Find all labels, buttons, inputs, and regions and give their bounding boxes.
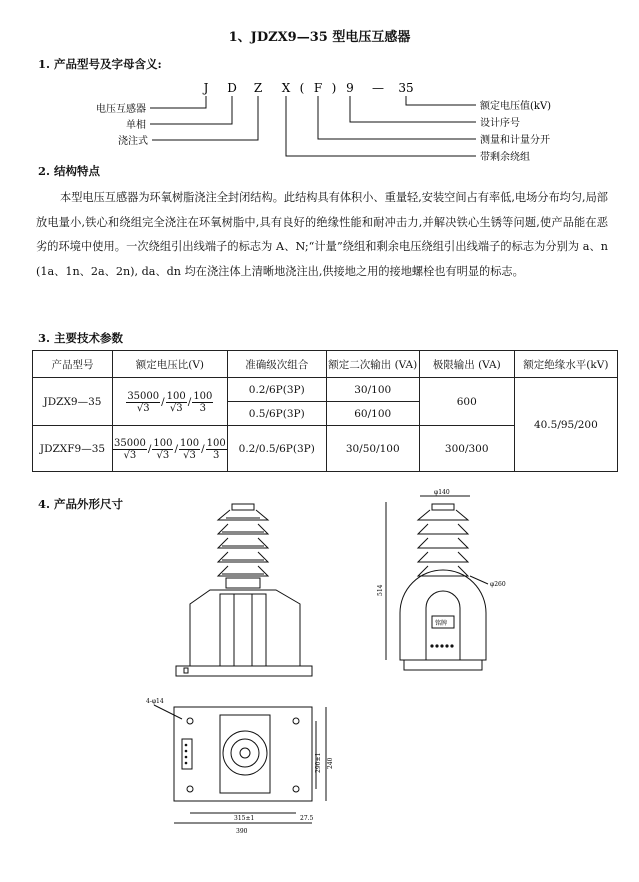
- section-heading-model: 1. 产品型号及字母含义:: [38, 57, 162, 71]
- col-header: 产品型号: [33, 351, 113, 378]
- cell-limit: 600: [419, 378, 514, 426]
- ratio-sep: /: [174, 443, 178, 455]
- model-letter: D: [227, 81, 237, 95]
- dim-390: 390: [236, 828, 248, 835]
- dim-height: 514: [377, 584, 384, 596]
- cell-insulation: 40.5/95/200: [514, 378, 617, 472]
- side-view-drawing: [370, 488, 530, 678]
- section-heading-params: 3. 主要技术参数: [38, 331, 124, 345]
- col-header: 准确级次组合: [227, 351, 326, 378]
- ratio-sep: /: [201, 443, 205, 455]
- model-letter: 9: [346, 81, 354, 95]
- label-measure-meter: 测量和计量分开: [480, 135, 550, 146]
- ratio-fraction: $\frac{100}{√3}$: [153, 437, 173, 461]
- cell-ratio: [113, 378, 228, 426]
- model-letter: X: [281, 81, 291, 95]
- model-letter: (: [299, 81, 305, 95]
- cell-accuracy: 0.5/6P(3P): [227, 402, 326, 426]
- cell-model: JDZXF9—35: [33, 426, 113, 472]
- col-header: 额定二次输出 (VA): [326, 351, 419, 378]
- dim-top-width: φ140: [434, 489, 450, 496]
- dim-290: 290±1: [315, 752, 322, 773]
- dim-315: 315±1: [234, 815, 255, 822]
- dim-27-5: 27.5: [300, 815, 314, 822]
- model-letter: Z: [253, 81, 263, 95]
- cell-output: 30/100: [326, 378, 419, 402]
- cell-accuracy: 0.2/0.5/6P(3P): [227, 426, 326, 472]
- top-view-drawing: [140, 695, 340, 845]
- ratio-fraction: $\frac{100}{√3}$: [180, 437, 200, 461]
- label-rated-voltage: 额定电压值(kV): [480, 101, 552, 112]
- label-cast: 浇注式: [118, 136, 148, 147]
- col-header: 额定电压比(V): [113, 351, 228, 378]
- cell-model: JDZX9—35: [33, 378, 113, 426]
- cell-output: 60/100: [326, 402, 419, 426]
- spec-table: [32, 350, 618, 472]
- ratio-fraction: $\frac{35000}{√3}$: [114, 437, 146, 461]
- col-header: 极限输出 (VA): [419, 351, 514, 378]
- ratio-fraction: $\frac{100}{√3}$: [166, 390, 186, 414]
- ratio-fraction: $\frac{100}{3}$: [193, 390, 213, 414]
- page-title: 1、JDZX9—35 型电压互感器: [228, 30, 411, 45]
- model-letter: J: [203, 81, 209, 95]
- ratio-sep: /: [161, 396, 165, 408]
- section-heading-structure: 2. 结构特点: [38, 164, 101, 178]
- dim-circle: φ260: [490, 581, 506, 588]
- model-code-diagram: [0, 72, 639, 172]
- section-heading-dimensions: 4. 产品外形尺寸: [38, 497, 124, 511]
- nameplate-label: 铭牌: [435, 620, 448, 627]
- col-header: 额定绝缘水平(kV): [514, 351, 617, 378]
- ratio-sep: /: [147, 443, 152, 455]
- model-letter: ): [331, 81, 337, 95]
- dim-240: 240: [327, 757, 334, 769]
- front-view-drawing: [170, 500, 320, 680]
- label-design-no: 设计序号: [480, 118, 520, 129]
- model-letter: 35: [398, 81, 414, 95]
- cell-output: 30/50/100: [326, 426, 419, 472]
- label-residual-winding: 带剩余绕组: [480, 152, 530, 163]
- ratio-fraction: $\frac{35000}{√3}$: [127, 390, 160, 414]
- model-letter: F: [313, 81, 323, 95]
- cell-ratio: [113, 426, 228, 472]
- label-voltage-transformer: 电压互感器: [96, 104, 146, 115]
- cell-limit: 300/300: [419, 426, 514, 472]
- label-single-phase: 单相: [126, 120, 146, 131]
- structure-paragraph: 本型电压互感器为环氧树脂浇注全封闭结构。此结构具有体积小、重量轻,安装空间占有率低,电场分布均匀,局部放电量小,铁心和绕组完全浇注在环氧树脂中,具有良好的绝缘性能和耐冲击力,并解决铁心生锈等问题,使产品能在恶劣的环境中使用。一次绕组引出线端子的标志为 A、N;“计量”绕组和剩余电压绕组引出线端子的标志为分别为 a、n (1a、1n、2a、2n), da、dn 均在浇注体上清晰地浇注出,供接地之用的接地螺栓也有明显的标志。: [36, 191, 608, 278]
- ratio-sep: /: [187, 396, 192, 408]
- cell-accuracy: 0.2/6P(3P): [227, 378, 326, 402]
- dim-holes: 4-φ14: [146, 698, 164, 705]
- ratio-fraction: $\frac{100}{3}$: [206, 437, 226, 461]
- model-letter: —: [372, 81, 384, 95]
